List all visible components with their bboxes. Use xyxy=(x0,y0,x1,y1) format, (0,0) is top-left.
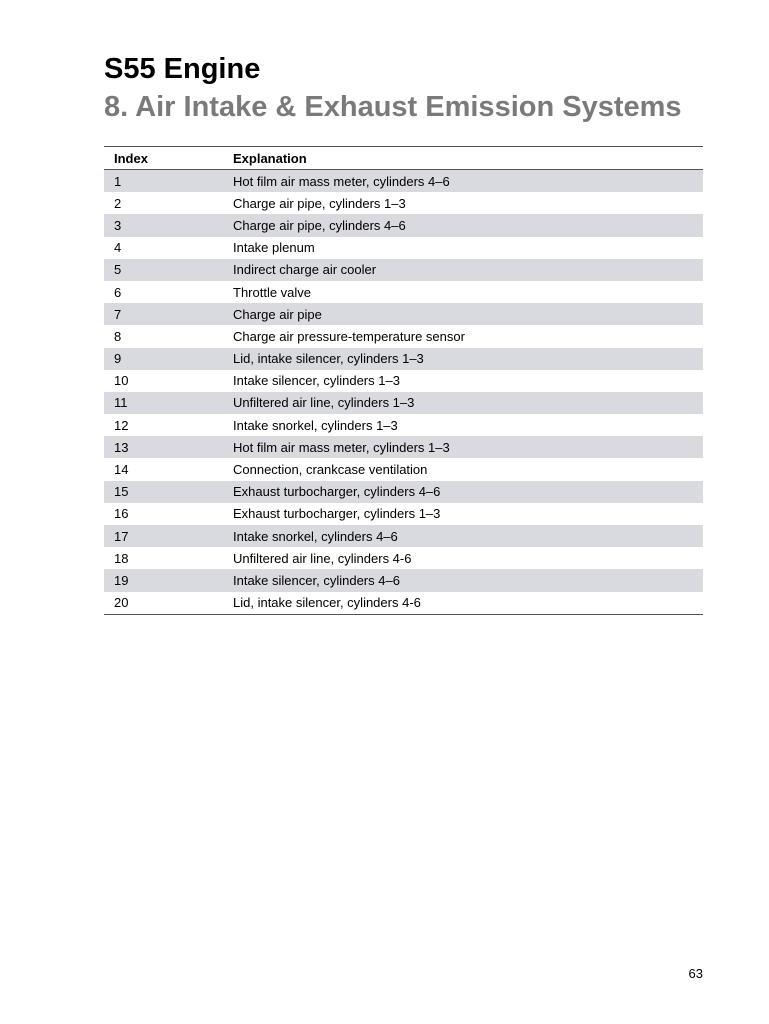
row-index: 4 xyxy=(114,240,122,256)
table-row xyxy=(104,569,703,591)
table-row xyxy=(104,170,703,192)
row-index: 11 xyxy=(114,395,128,411)
row-explanation: Indirect charge air cooler xyxy=(233,262,377,278)
table-row xyxy=(104,192,703,214)
table-row xyxy=(104,458,703,480)
row-explanation: Intake snorkel, cylinders 1–3 xyxy=(233,417,398,433)
table-row xyxy=(104,592,703,614)
row-explanation: Unfiltered air line, cylinders 4-6 xyxy=(233,550,412,566)
row-index: 6 xyxy=(114,284,122,300)
row-explanation: Connection, crankcase ventilation xyxy=(233,462,428,478)
row-explanation: Charge air pipe, cylinders 4–6 xyxy=(233,217,406,233)
table-row xyxy=(104,214,703,236)
row-explanation: Charge air pipe xyxy=(233,306,322,322)
row-explanation: Exhaust turbocharger, cylinders 1–3 xyxy=(233,506,441,522)
table-row xyxy=(104,370,703,392)
table-row xyxy=(104,414,703,436)
row-index: 5 xyxy=(114,262,122,278)
row-index: 15 xyxy=(114,484,129,500)
row-explanation: Lid, intake silencer, cylinders 1–3 xyxy=(233,351,424,367)
row-explanation: Lid, intake silencer, cylinders 4-6 xyxy=(233,595,421,611)
table-header-row xyxy=(104,147,703,170)
table-row xyxy=(104,325,703,347)
row-explanation: Intake snorkel, cylinders 4–6 xyxy=(233,528,398,544)
row-explanation: Intake silencer, cylinders 4–6 xyxy=(233,572,400,588)
page-title: S55 Engine xyxy=(104,53,261,85)
row-index: 10 xyxy=(114,373,129,389)
row-explanation: Hot film air mass meter, cylinders 4–6 xyxy=(233,173,450,189)
table-row xyxy=(104,281,703,303)
row-index: 14 xyxy=(114,462,129,478)
row-explanation: Throttle valve xyxy=(233,284,312,300)
table-row xyxy=(104,392,703,414)
row-index: 12 xyxy=(114,417,129,433)
row-index: 17 xyxy=(114,528,129,544)
table-row xyxy=(104,237,703,259)
row-index: 9 xyxy=(114,351,122,367)
row-explanation: Hot film air mass meter, cylinders 1–3 xyxy=(233,439,450,455)
table-row xyxy=(104,481,703,503)
row-index: 7 xyxy=(114,306,122,322)
row-index: 13 xyxy=(114,439,129,455)
column-header-index: Index xyxy=(114,150,148,166)
table-row xyxy=(104,525,703,547)
row-explanation: Intake plenum xyxy=(233,240,315,256)
table-row xyxy=(104,259,703,281)
table-row xyxy=(104,547,703,569)
column-header-explanation: Explanation xyxy=(233,150,307,166)
row-explanation: Unfiltered air line, cylinders 1–3 xyxy=(233,395,415,411)
row-index: 8 xyxy=(114,328,122,344)
table-row xyxy=(104,503,703,525)
row-explanation: Charge air pipe, cylinders 1–3 xyxy=(233,195,406,211)
row-index: 3 xyxy=(114,217,122,233)
row-index: 1 xyxy=(114,173,122,189)
row-index: 18 xyxy=(114,550,129,566)
page-number: 63 xyxy=(688,966,703,981)
row-index: 2 xyxy=(114,195,122,211)
row-index: 16 xyxy=(114,506,129,522)
row-explanation: Exhaust turbocharger, cylinders 4–6 xyxy=(233,484,441,500)
row-explanation: Charge air pressure-temperature sensor xyxy=(233,328,465,344)
table-row xyxy=(104,436,703,458)
table-row xyxy=(104,348,703,370)
legend-table xyxy=(104,146,703,615)
table-row xyxy=(104,303,703,325)
row-index: 20 xyxy=(114,595,129,611)
row-explanation: Intake silencer, cylinders 1–3 xyxy=(233,373,400,389)
section-title: 8. Air Intake & Exhaust Emission Systems xyxy=(104,91,682,123)
row-index: 19 xyxy=(114,572,129,588)
table-body xyxy=(104,170,703,614)
